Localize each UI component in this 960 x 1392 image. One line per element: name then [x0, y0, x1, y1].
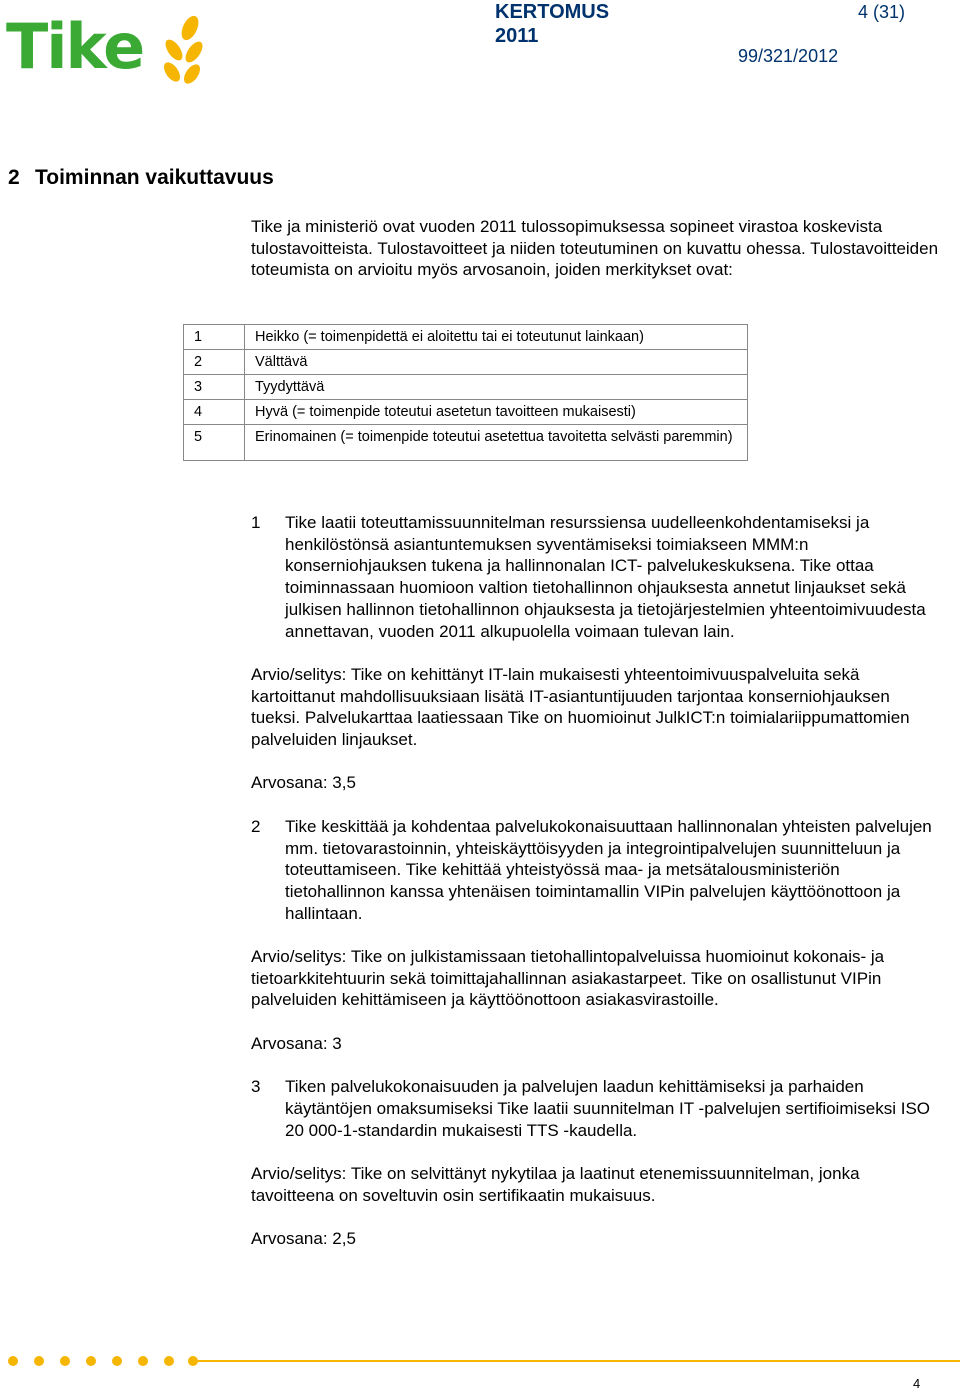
section-heading [8, 166, 274, 190]
goal-assessment: Arvio/selitys: Tike on julkistamissaan tietohallintopalveluissa huomioinut kokonais- ja tietoarkkitehtuurin sekä toimittajahallinnan asiakastarpeet. Tike on osallistunut VIPin palveluiden kehittämiseen ja käyttöönottoon asiakasvirastoille. [251, 947, 885, 1010]
goal-assessment: Arvio/selitys: Tike on kehittänyt IT-lain mukaisesti yhteentoimivuuspalveluita sekä kartoittanut mahdollisuuksiaan lisätä IT-asiantuntijuuden tarjontaa konserniohjauksen tueksi. Palvelukarttaa laatiessaan Tike on huomioinut JulkICT:n toimialariippumattomien palveluiden linjaukset. [251, 664, 910, 750]
goal-number: 1 [251, 513, 261, 532]
goal-grade: Arvosana: 3 [251, 1033, 342, 1053]
footer-dot [138, 1356, 148, 1366]
wheat-icon [154, 14, 208, 86]
grade-number: 5 [184, 425, 245, 461]
logo-wordmark: Tike [6, 10, 144, 83]
grade-number: 4 [184, 400, 245, 425]
footer-dot [34, 1356, 44, 1366]
grade-row [184, 375, 748, 400]
footer-dot [60, 1356, 70, 1366]
grade-number: 3 [184, 375, 245, 400]
grade-label: Hyvä (= toimenpide toteutui asetetun tavoitteen mukaisesti) [245, 400, 748, 425]
footer-decoration [8, 1356, 960, 1368]
document-reference: 99/321/2012 [738, 46, 839, 66]
grade-label: Välttävä [245, 350, 748, 375]
grade-label: Heikko (= toimenpidettä ei aloitettu tai ei toteutunut lainkaan) [245, 325, 748, 350]
grade-label: Tyydyttävä [245, 375, 748, 400]
footer-dot [164, 1356, 174, 1366]
goal-text: Tike keskittää ja kohdentaa palvelukokonaisuuttaan hallinnonalan yhteisten palvelujen mm. tietovarastoinnin, yhteiskäyttöisyyden ja integrointipalvelujen suunnitteluun ja toteuttamiseen. Tike kehittää yhteistyössä maa- ja metsätalousministeriön tietohallinnon kanssa yhtenäisen toimintamallin VIPin palvelujen käyttöönottoon ja hallintaan. [285, 816, 932, 923]
grade-row [184, 425, 748, 461]
grade-label: Erinomainen (= toimenpide toteutui asetettua tavoitetta selvästi paremmin) [245, 425, 748, 461]
grade-row [184, 400, 748, 425]
goal-text: Tiken palvelukokonaisuuden ja palvelujen laadun kehittämiseksi ja parhaiden käytäntöjen omaksumiseksi Tike laatii suunnitelman IT -palvelujen sertifioimiseksi ISO 20 000-1-standardin mukaisesti TTS -kaudella. [285, 1077, 931, 1140]
footer-dot [188, 1356, 198, 1366]
section-title: Toiminnan vaikuttavuus [35, 166, 274, 189]
footer-rule [198, 1360, 960, 1362]
document-title: KERTOMUS 2011 [495, 1, 610, 47]
footer-page-number: 4 [913, 1376, 921, 1391]
section-number: 2 [8, 166, 20, 189]
goal-grade: Arvosana: 3,5 [251, 773, 356, 793]
grade-number: 1 [184, 325, 245, 350]
goal-assessment: Arvio/selitys: Tike on selvittänyt nykytilaa ja laatinut etenemissuunnitelman, jonka tavoitteena on soveltuvin osin sertifikaatin mukaisuus. [251, 1163, 860, 1205]
tike-logo [6, 8, 206, 86]
footer-dot [8, 1356, 18, 1366]
footer-dot [112, 1356, 122, 1366]
grade-row [184, 350, 748, 375]
goal-item [251, 1076, 941, 1141]
goal-item [251, 512, 941, 642]
grade-table [183, 324, 748, 461]
goal-item [251, 816, 941, 925]
grade-row [184, 325, 748, 350]
footer-dot [86, 1356, 96, 1366]
goal-number: 3 [251, 1077, 261, 1097]
goal-number: 2 [251, 816, 261, 836]
goals-section [251, 512, 941, 1271]
goal-grade: Arvosana: 2,5 [251, 1229, 356, 1249]
intro-paragraph: Tike ja ministeriö ovat vuoden 2011 tulossopimuksessa sopineet virastoa koskevista tulostavoitteista. Tulostavoitteet ja niiden toteutuminen on kuvattu ohessa. Tulostavoitteiden toteumista on arvioitu myös arvosanoin, joiden merkitykset ovat: [251, 217, 939, 280]
page-counter: 4 (31) [858, 2, 906, 22]
goal-text: Tike laatii toteuttamissuunnitelman resurssiensa uudelleenkohdentamiseksi ja henkilöstönsä asiantuntemuksen syventämiseksi toimiakseen MMM:n konserniohjauksen tukena ja hallinnonalan ICT- palvelukeskuksena. Tike ottaa toiminnassaan huomioon valtion tietohallinnon ohjauksesta annetut linjaukset sekä julkisen hallinnon tietohallinnon ohjauksesta ja tietojärjestelmien yhteentoimivuudesta annettavan, vuoden 2011 alkupuolella voimaan tulevan lain. [285, 513, 926, 641]
grade-number: 2 [184, 350, 245, 375]
